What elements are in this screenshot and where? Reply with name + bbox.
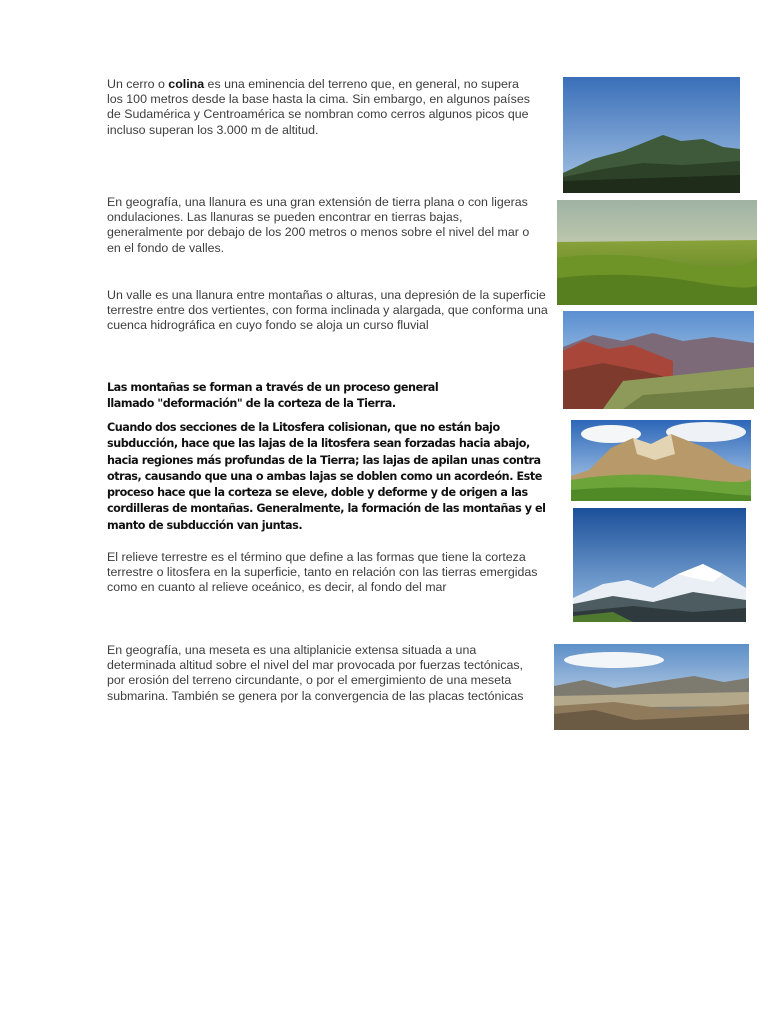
paragraph-colina-pre: Un cerro o — [107, 77, 169, 91]
valley-photo — [563, 311, 754, 409]
plain-photo — [557, 200, 757, 305]
mountain-photo — [571, 420, 751, 501]
paragraph-montanas-intro: Las montañas se forman a través de un proceso general llamado "deformación" de la corteza de la Tierra. — [107, 381, 439, 411]
relief-photo — [573, 508, 746, 622]
paragraph-colina — [107, 77, 532, 138]
paragraph-meseta: En geografía, una meseta es una altiplanicie extensa situada a una determinada altitud sobre el nivel del mar provocada por fuerzas tectónicas, por erosión del terreno circundante, o por el emergimiento de una meseta submarina. También se genera por la convergencia de las placas tectónicas — [107, 643, 524, 703]
paragraph-llanura: En geografía, una llanura es una gran extensión de tierra plana o con ligeras ondulaciones. Las llanuras se pueden encontrar en tierras bajas, generalmente por debajo de los 200 metros o menos sobre el nivel del mar o en el fondo de valles. — [107, 195, 530, 255]
paragraph-montanas-formacion: Cuando dos secciones de la Litosfera colisionan, que no están bajo subducción, hace que las lajas de la litosfera sean forzadas hacia abajo, hacia regiones más profundas de la Tierra; las lajas de apilan unas contra otras, causando que una o ambas lajas se doblen como un acordeón. Este proceso hace que la corteza se eleve, doble y deforme y de origen a las cordilleras de montañas. Generalmente, la formación de las montañas y el manto de subducción van juntas. — [107, 421, 546, 532]
paragraph-valle: Un valle es una llanura entre montañas o alturas, una depresión de la superficie terrestre entre dos vertientes, con forma inclinada y alargada, que conforma una cuenca hidrográfica en cuyo fondo se aloja un curso fluvial — [107, 288, 548, 333]
hill-photo — [563, 77, 740, 193]
paragraph-colina-post: es una eminencia del terreno que, en general, no supera los 100 metros desde la base hasta la cima. Sin embargo, en algunos países de Sudamérica y Centroamérica se nombran como cerros algunos picos que incluso superan los 3.000 m de altitud. — [107, 77, 530, 137]
paragraph-relieve: El relieve terrestre es el término que define a las formas que tiene la corteza terrestre o litosfera en la superficie, tanto en relación con las tierras emergidas como en cuanto al relieve oceánico, es decir, al fondo del mar — [107, 550, 538, 595]
plateau-photo — [554, 644, 749, 730]
paragraph-colina-term: colina — [168, 77, 205, 91]
